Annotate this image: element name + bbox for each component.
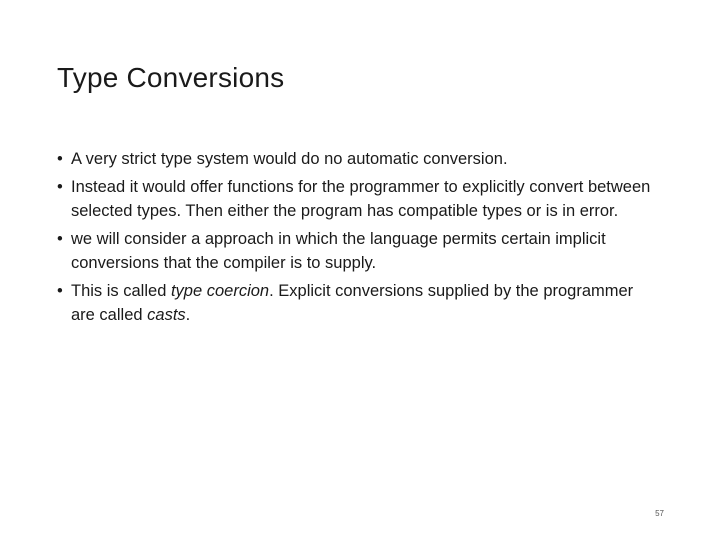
bullet-item xyxy=(57,175,657,223)
bullet-icon: • xyxy=(57,230,63,248)
page-number: 57 xyxy=(655,509,664,518)
bullet-text-segment: . Explicit conversions supplied by the programmer are called xyxy=(71,282,634,324)
bullet-item xyxy=(57,227,657,275)
bullet-icon: • xyxy=(57,282,63,300)
bullet-text: we will consider a approach in which the language permits certain implicit conversions that the compiler is to supply. xyxy=(71,230,606,272)
bullet-text-segment: . xyxy=(185,306,191,324)
bullet-icon: • xyxy=(57,178,63,196)
bullet-text-segment: This is called xyxy=(71,282,171,300)
bullet-text xyxy=(71,282,633,324)
bullet-icon: • xyxy=(57,150,63,168)
bullet-text: A very strict type system would do no automatic conversion. xyxy=(71,150,508,168)
bullet-text: Instead it would offer functions for the programmer to explicitly convert between selected types. Then either the program has compatible types or is in error. xyxy=(71,178,651,220)
slide-title: Type Conversions xyxy=(57,62,285,93)
bullet-item xyxy=(57,279,657,327)
emphasis-type-coercion: type coercion xyxy=(170,282,270,300)
bullet-list xyxy=(57,147,657,331)
bullet-item xyxy=(57,147,657,171)
emphasis-casts: casts xyxy=(147,306,186,324)
